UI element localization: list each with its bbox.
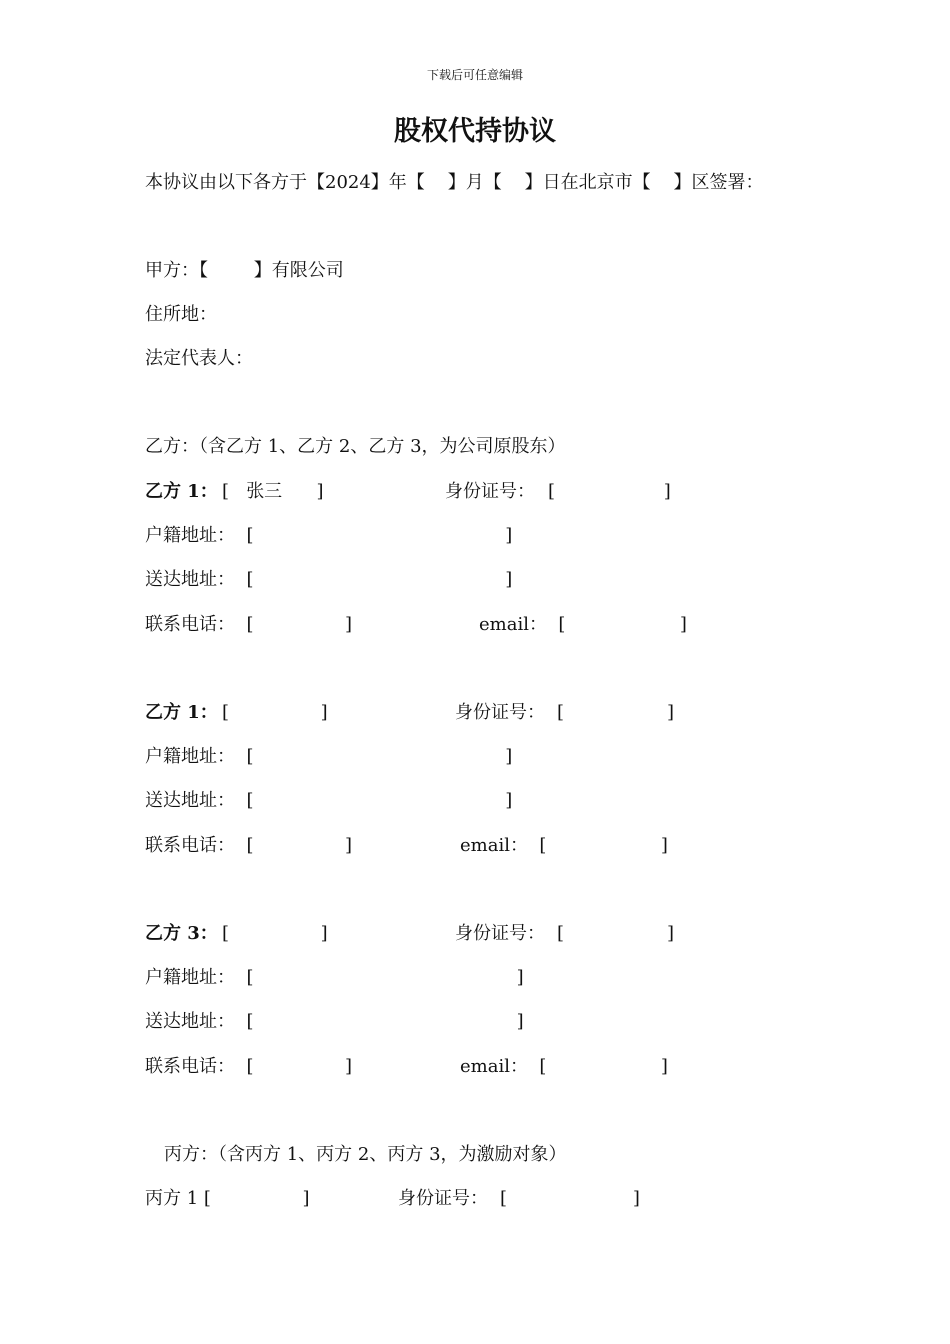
party-a-legal-rep: 法定代表人： [145, 348, 253, 369]
party-b1-household-address: 户籍地址： [ ] [145, 525, 513, 546]
party-c1-label: 丙方 1 [ ] [145, 1188, 310, 1209]
party-c1-id-label: 身份证号： [398, 1188, 488, 1209]
party-b2-email: email： [ ] [460, 835, 668, 856]
party-b3-email: email： [ ] [460, 1056, 668, 1077]
party-b1-delivery-address: 送达地址： [ ] [145, 569, 513, 590]
party-b1-phone: 联系电话： [ ] [145, 614, 353, 635]
party-b3-id-label: 身份证号： [455, 923, 545, 944]
party-b1-id-label: 身份证号： [445, 481, 535, 502]
intro-paragraph: 本协议由以下各方于【2024】年【 】月【 】日在北京市【 】区签署： [145, 172, 764, 193]
party-b1-name-field: [ 张三 ] [222, 481, 324, 502]
party-c1-id-field: [ ] [500, 1188, 640, 1209]
party-b3-delivery-address: 送达地址： [ ] [145, 1011, 524, 1032]
party-a-address: 住所地： [145, 304, 217, 325]
party-a-name: 甲方：【 】有限公司 [145, 260, 344, 281]
document-title: 股权代持协议 [394, 116, 556, 147]
party-b3-household-address: 户籍地址： [ ] [145, 967, 524, 988]
party-b2-phone: 联系电话： [ ] [145, 835, 353, 856]
header-note: 下载后可任意编辑 [426, 68, 523, 82]
party-b2-id-label: 身份证号： [455, 702, 545, 723]
party-b3-name-field: [ ] [222, 923, 328, 944]
party-b1-label: 乙方 1： [145, 481, 218, 502]
party-b3-phone: 联系电话： [ ] [145, 1056, 353, 1077]
party-b2-name-field: [ ] [222, 702, 328, 723]
party-b2-delivery-address: 送达地址： [ ] [145, 790, 513, 811]
party-b2-household-address: 户籍地址： [ ] [145, 746, 513, 767]
party-c-heading: 丙方：（含丙方 1、丙方 2、丙方 3，为激励对象） [164, 1144, 567, 1165]
party-b3-id-field: [ ] [557, 923, 675, 944]
party-b1-id-field: [ ] [548, 481, 671, 502]
party-b2-label: 乙方 1： [145, 702, 218, 723]
party-b3-label: 乙方 3： [145, 923, 218, 944]
party-b2-id-field: [ ] [557, 702, 675, 723]
party-b1-email: email： [ ] [479, 614, 687, 635]
party-b-heading: 乙方：（含乙方 1、乙方 2、乙方 3，为公司原股东） [145, 436, 566, 457]
